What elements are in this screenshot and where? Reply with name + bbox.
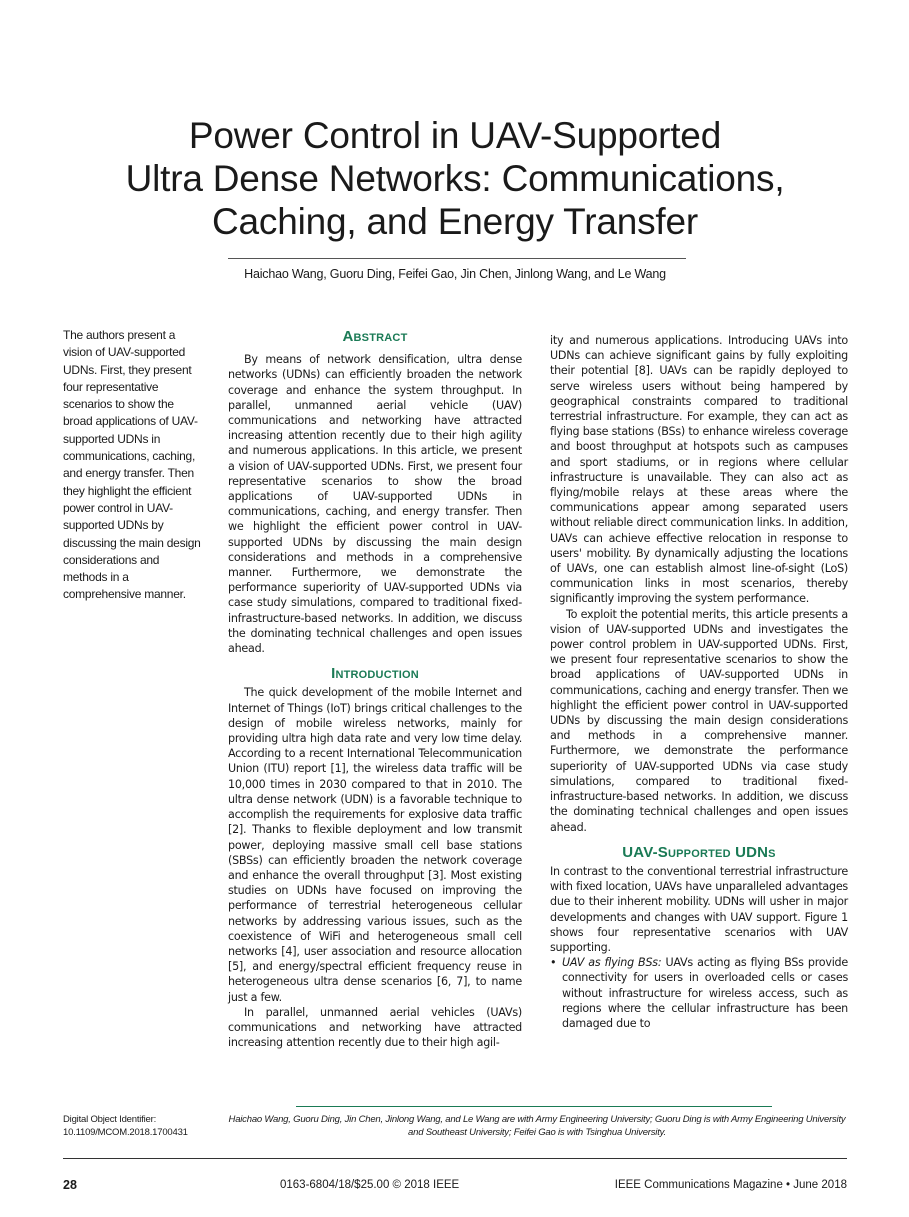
bullet-item [550,955,848,1031]
intro-paragraph-3: To exploit the potential merits, this article presents a vision of UAV-supported UDNs and investigates the power control problem in UAV-supported UDNs. First, we present four representative scenarios to show the broad applications of UAV-supported UDNs in communications, caching and energy transfer. Then we highlight the efficient power control in UAV-supported UDNs by discussing the main design considerations and methods in a comprehensive manner. Furthermore, we demonstrate the performance superiority of UAV-supported UDNs via case study simulations, compared to traditional fixed-infrastructure-based networks. In addition, we discuss the dominating technical challenges and open issues ahead. [550,607,848,834]
introduction-heading: Introduction [331,665,419,683]
uav-section-heading: UAV-Supported UDNs [622,843,776,861]
intro-paragraph-2: In parallel, unmanned aerial vehicles (UAVs) communications and networking have attracted increasing attention recently due to their high agil- [228,1005,522,1050]
journal-issue: IEEE Communications Magazine • June 2018 [614,1179,847,1191]
uav-section-paragraph: In contrast to the conventional terrestrial infrastructure with fixed location, UAVs have unparalleled advantages due to their inherent mobility. UDNs will usher in major developments and changes with UAV support. Figure 1 shows four representative scenarios with UAV supporting. [550,864,848,954]
doi-label: Digital Object Identifier: [63,1114,157,1125]
title-line-3: Caching, and Energy Transfer [212,201,698,242]
bullet-text [562,955,848,1031]
abstract-text: By means of network densification, ultra dense networks (UDNs) can efficiently broaden the network coverage and enhance the system throughput. In parallel, unmanned aerial vehicle (UAV) communications and networking have attracted increasing attention recently due to their high agility and numerous applications. In this article, we present a vision of UAV-supported UDNs. First, we present four representative scenarios to show the broad applications of UAV-supported UDNs in communications, caching, and energy transfer. Then we highlight the efficient power control in UAV-supported UDNs by discussing the main design considerations and methods in a comprehensive manner. Furthermore, we demonstrate the performance superiority of UAV-supported UDNs via case study simulations, compared to traditional fixed-infrastructure-based networks. In addition, we discuss the dominating technical challenges and open issues ahead. [228,353,522,656]
column-right [550,333,848,1031]
column-left [228,329,522,1050]
author-list: Haichao Wang, Guoru Ding, Feifei Gao, Jin Chen, Jinlong Wang, and Le Wang [244,267,666,281]
abstract-heading: Abstract [342,328,408,345]
bullet-symbol: • [550,956,557,970]
title-divider [228,258,686,259]
issn-copyright: 0163-6804/18/$25.00 © 2018 IEEE [280,1179,460,1191]
title-line-2: Ultra Dense Networks: Communications, [125,158,785,199]
sidebar-summary: The authors present a vision of UAV-supported UDNs. First, they present four representative scenarios to show the broad applications of UAV-supported UDNs in communications, caching, and energy transfer. Then they highlight the efficient power control in UAV-supported UDNs by discussing the main design considerations and methods in a comprehensive manner. [63,328,201,602]
bullet-body: UAVs acting as flying BSs provide connectivity for users in overloaded cells or cases without infrastructure for wireless access, such as regions where the cellular infrastructure has been damaged due to [562,956,848,1030]
paper-title [60,114,850,243]
footnote-divider [296,1106,772,1107]
intro-paragraph-2-continued: ity and numerous applications. Introducing UAVs into UDNs can achieve significant gains by fully exploiting their potential [8]. UAVs can be rapidly deployed to serve wireless users without being hampered by geographical constraints compared to traditional terrestrial infrastructure. For example, they can act as flying base stations (BSs) to enhance wireless coverage and boost throughput at hotspots such as campuses and sport stadiums, or in regions where cellular infrastructure is unavailable. They can also act as flying/mobile relays at these areas where the communications appear among separated users without reliable direct communication links. In addition, UAVs can achieve effective relocation in response to users' mobility. By dynamically adjusting the locations of UAVs, one can establish almost line-of-sight (LoS) communication links in most scenarios, thereby significantly improving the system performance. [550,334,848,606]
title-line-1: Power Control in UAV-Supported [188,115,722,156]
doi-block [63,1113,223,1139]
author-affiliation-footnote: Haichao Wang, Guoru Ding, Jin Chen, Jinlong Wang, and Le Wang are with Army Engineering University; Guoru Ding is with Army Engineering University and Southeast University; Feifei Gao is with Tsinghua University. [228,1114,846,1138]
page-number: 28 [63,1178,77,1192]
doi-value: 10.1109/MCOM.2018.1700431 [63,1127,188,1138]
intro-paragraph-1: The quick development of the mobile Internet and Internet of Things (IoT) brings critical challenges to the design of mobile wireless networks, mainly for providing ultra high data rate and very low time delay. According to a recent International Telecommunication Union (ITU) report [1], the wireless data traffic will be 10,000 times in 2030 compared to that in 2010. The ultra dense network (UDN) is a favorable technique to accomplish the requirements for explosive data traffic [2]. Thanks to flexible deployment and low transmit power, deploying massive small cell base stations (SBSs) can efficiently broaden the network coverage and enhance the overall throughput [3]. Most existing studies on UDNs have focused on improving the performance of terrestrial heterogeneous cellular networks by addressing various issues, such as the coexistence of WiFi and heterogeneous small cell networks [4], user association and resource allocation [5], and energy/spectral efficient frequency reuse in heterogeneous ultra dense scenarios [6, 7], to name just a few. [228,686,522,1004]
footer-divider [63,1158,847,1159]
bullet-term: UAV as flying BSs: [562,956,662,970]
